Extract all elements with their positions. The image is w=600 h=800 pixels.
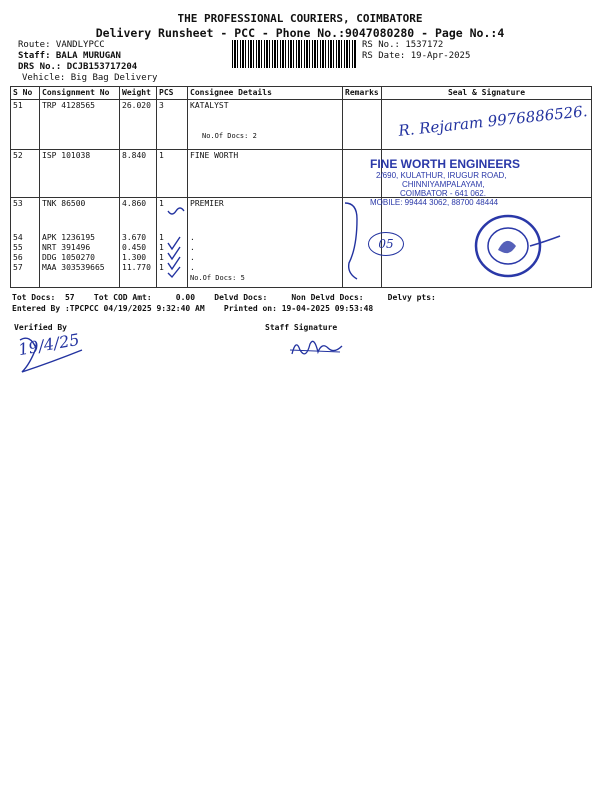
cons-53: TNK 86500 [42,199,86,208]
cell-pcs: 1 [157,150,188,198]
verified-scribble-icon [14,330,114,380]
handwritten-signature: R. Rejaram 9976886526. [397,102,589,140]
barcode [232,40,356,68]
cell-pcs: 3 [157,100,188,150]
circled-note: 05 [368,232,404,256]
cell-sno: 52 [11,150,40,198]
staff-signature-label: Staff Signature [265,323,338,332]
company-title: THE PROFESSIONAL COURIERS, COIMBATORE [177,12,423,25]
cell-weight [120,198,157,288]
stamp-mobile: MOBILE: 99444 3062, 88700 48444 [370,198,499,207]
col-weight: Weight [120,87,157,100]
weight-53: 4.860 [122,199,147,208]
totals-line: Tot Docs: 57 Tot COD Amt: 0.00 Delvd Docs: Non Delvd Docs: Delvy pts: [12,293,436,302]
consignee-57: . [190,263,195,272]
cons-54: APK 1236195 [42,233,95,242]
cell-sno: 51 [11,100,40,150]
col-pcs: PCS [157,87,188,100]
sno-55: 55 [13,243,23,252]
stamp-name: FINE WORTH ENGINEERS [370,157,521,171]
cell-sno [11,198,40,288]
col-consignee: Consignee Details [188,87,343,100]
route-text: Route: VANDLYPCC [18,40,105,50]
cell-remarks [343,100,382,150]
cons-55: NRT 391496 [42,243,91,252]
tick-marks-icon [160,195,400,285]
stamp-addr1: 2/690, KULATHUR, IRUGUR ROAD, [376,171,507,180]
stamp-addr2: CHINNIYAMPALAYAM, [402,180,485,189]
pcs-53: 1 [159,199,164,208]
drs-text: DRS No.: DCJB153717204 [18,62,138,72]
table-header-row [11,87,592,100]
runsheet-subtitle: Delivery Runsheet - PCC - Phone No.:9047080280 - Page No.:4 [95,26,505,40]
weight-54: 3.670 [122,233,147,242]
docs-count: No.Of Docs: 2 [202,132,257,140]
pcs-55: 1 [159,243,164,252]
sno-56: 56 [13,253,23,262]
col-remarks: Remarks [343,87,382,100]
pcs-57: 1 [159,263,164,272]
verified-signature: 19/4/25 [16,329,81,360]
col-seal: Seal & Signature [382,87,592,100]
vehicle-text: Vehicle: Big Bag Delivery [22,73,158,83]
consignee-54: . [190,233,195,242]
weight-55: 0.450 [122,243,147,252]
staff-text: Staff: BALA MURUGAN [18,51,121,61]
docs-count: No.Of Docs: 5 [190,274,245,282]
sno-57: 57 [13,263,23,272]
consignee-56: . [190,253,195,262]
weight-56: 1.300 [122,253,147,262]
staff-signature-icon [288,336,348,360]
sno-53: 53 [13,199,23,208]
rs-date-text: RS Date: 19-Apr-2025 [362,51,471,61]
sno-54: 54 [13,233,23,242]
cons-57: MAA 303539665 [42,263,105,272]
col-sno: S No [11,87,40,100]
entered-line: Entered By :TPCPCC 04/19/2025 9:32:40 AM Printed on: 19-04-2025 09:53:48 [12,304,374,313]
stamp-addr3: COIMBATOR - 641 062. [400,189,486,198]
cell-consignee: FINE WORTH [188,150,343,198]
pcs-54: 1 [159,233,164,242]
cell-cons: TRP 4128565 [40,100,120,150]
round-seal-icon [470,210,570,280]
verified-label: Verified By [14,323,67,332]
cell-weight: 26.020 [120,100,157,150]
rs-no-text: RS No.: 1537172 [362,40,444,50]
cell-consignee [188,100,343,150]
cell-cons: ISP 101038 [40,150,120,198]
col-consignment: Consignment No [40,87,120,100]
cell-cons [40,198,120,288]
consignee-53: PREMIER [190,199,224,208]
company-stamp [370,157,590,207]
pcs-56: 1 [159,253,164,262]
cons-56: DDG 1050270 [42,253,95,262]
weight-57: 11.770 [122,263,151,272]
consignee-55: . [190,243,195,252]
cell-weight: 8.840 [120,150,157,198]
consignee-name: KATALYST [190,101,229,110]
